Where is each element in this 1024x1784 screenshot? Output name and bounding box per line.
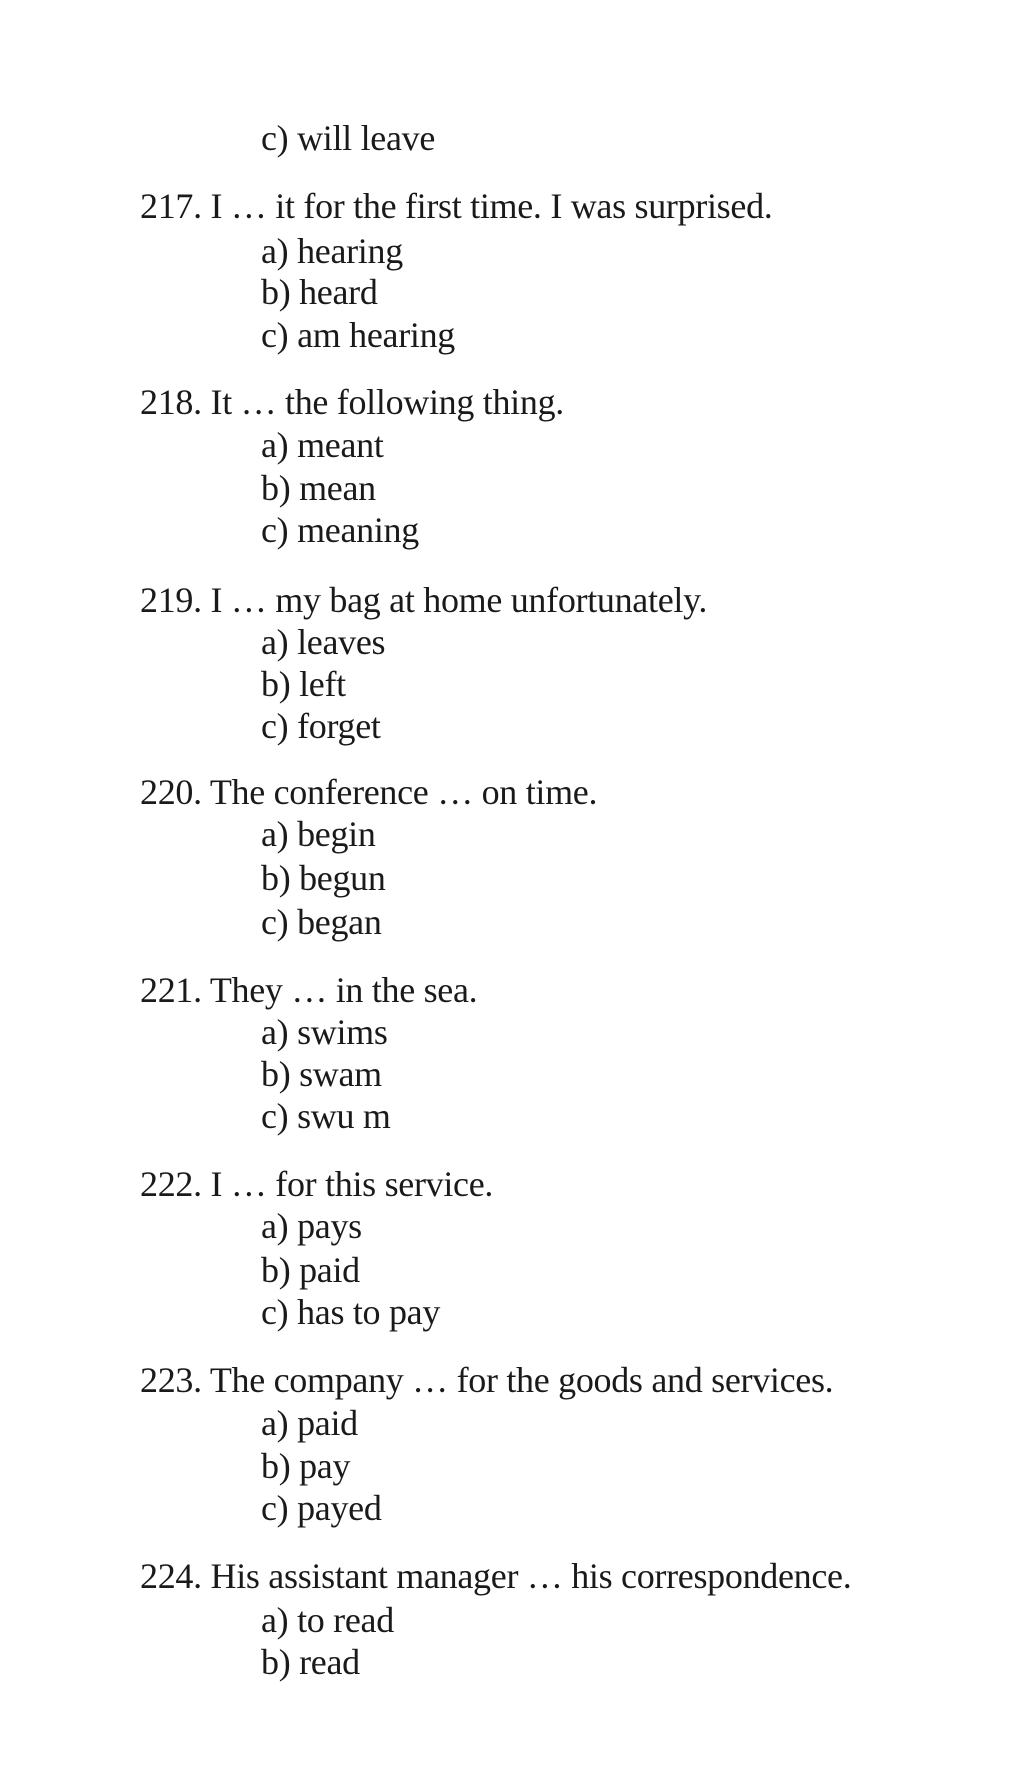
question-218-option-a: a) meant (261, 425, 384, 465)
question-220-option-c: c) began (261, 902, 382, 942)
question-224-option-a: a) to read (261, 1600, 394, 1640)
question-221-option-a: a) swims (261, 1012, 388, 1052)
question-219-option-b: b) left (261, 664, 346, 704)
question-221-option-c: c) swu m (261, 1096, 391, 1136)
question-223-option-a: a) paid (261, 1403, 358, 1443)
question-218-option-b: b) mean (261, 468, 376, 508)
question-222-stem: 222. I … for this service. (140, 1164, 494, 1204)
question-222-option-a: a) pays (261, 1206, 362, 1246)
question-217-option-c: c) am hearing (261, 315, 455, 355)
question-221-option-b: b) swam (261, 1054, 382, 1094)
question-218-stem: 218. It … the following thing. (140, 382, 564, 422)
question-217-option-b: b) heard (261, 272, 378, 312)
question-217-option-a: a) hearing (261, 231, 403, 271)
question-219-stem: 219. I … my bag at home unfortunately. (140, 580, 708, 620)
question-217-stem: 217. I … it for the first time. I was surprised. (140, 186, 773, 226)
question-224-stem: 224. His assistant manager … his correspondence. (140, 1556, 852, 1596)
question-223-option-c: c) payed (261, 1488, 382, 1528)
question-224-option-b: b) read (261, 1642, 360, 1682)
question-220-stem: 220. The conference … on time. (140, 772, 598, 812)
question-219-option-c: c) forget (261, 706, 381, 746)
question-220-option-b: b) begun (261, 858, 386, 898)
question-223-option-b: b) pay (261, 1446, 351, 1486)
question-218-option-c: c) meaning (261, 510, 419, 550)
question-219-option-a: a) leaves (261, 622, 386, 662)
question-222-option-b: b) paid (261, 1250, 360, 1290)
question-223-stem: 223. The company … for the goods and services. (140, 1360, 834, 1400)
question-222-option-c: c) has to pay (261, 1292, 441, 1332)
question-220-option-a: a) begin (261, 814, 376, 854)
carryover-option-c: c) will leave (261, 118, 436, 158)
question-221-stem: 221. They … in the sea. (140, 970, 478, 1010)
